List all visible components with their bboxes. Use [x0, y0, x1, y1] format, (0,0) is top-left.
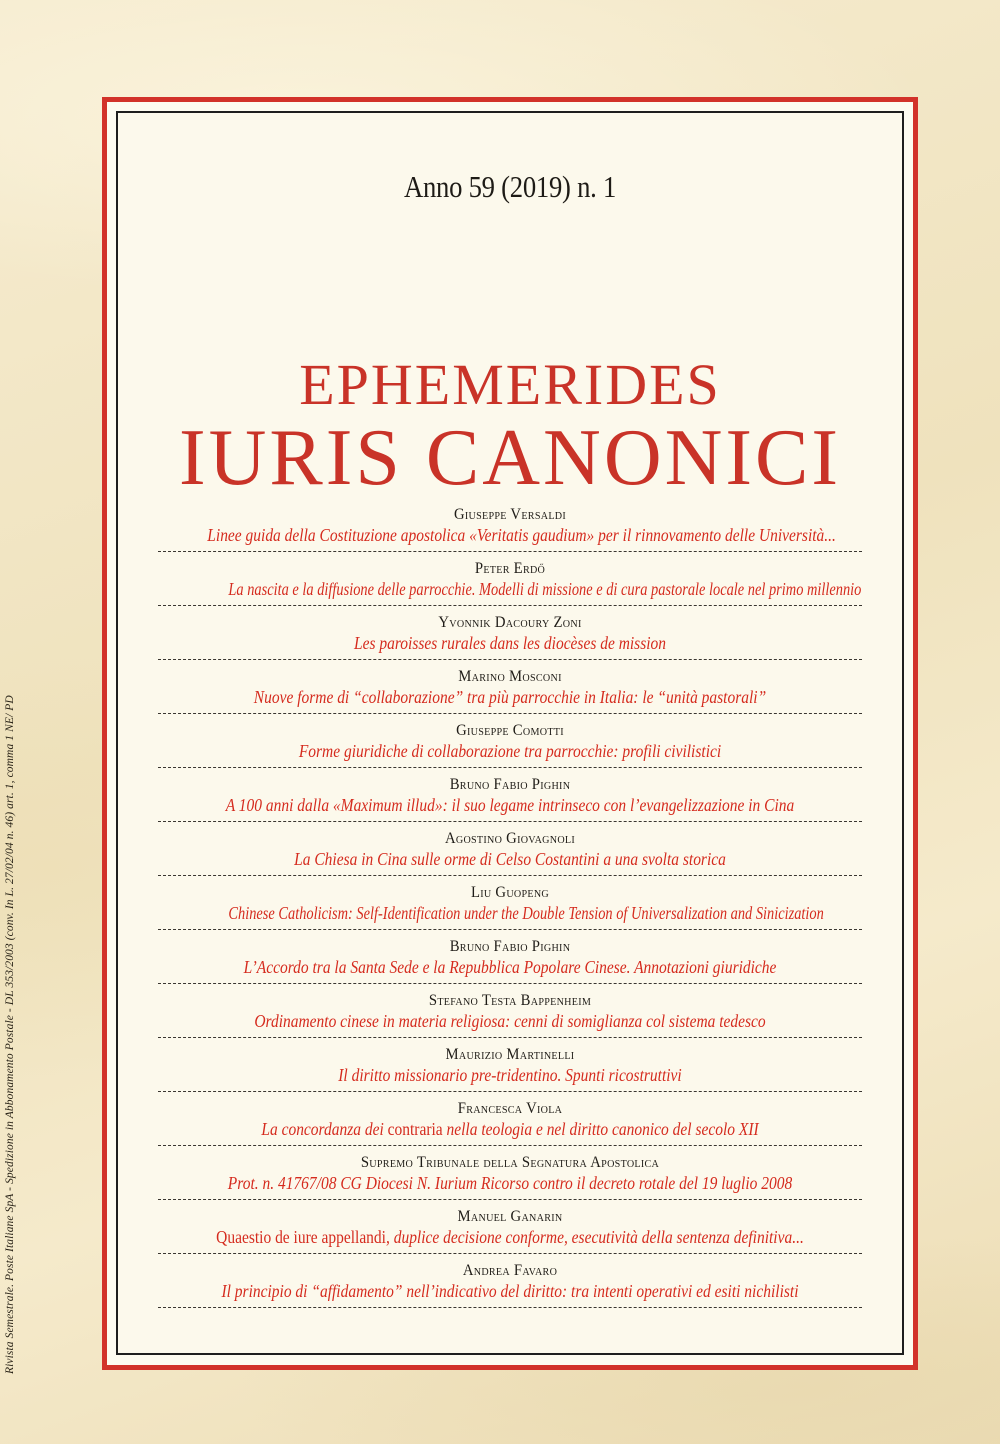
article-title: La Chiesa in Cina sulle orme di Celso Costantini a una svolta storica: [294, 849, 726, 869]
article-title: Les paroisses rurales dans les diocèses de mission: [353, 633, 667, 653]
dashed-divider: [158, 1253, 862, 1254]
dashed-divider: [158, 983, 862, 984]
article-title: Linee guida della Costituzione apostolica «Veritatis gaudium» per il rinnovamento delle Università...: [207, 525, 836, 545]
issue-number: Anno 59 (2019) n. 1: [403, 169, 617, 204]
toc-entry: [158, 505, 862, 552]
dashed-divider: [158, 1037, 862, 1038]
dashed-divider: [158, 1199, 862, 1200]
title-part: , duplice decisione conforme, esecutività della sentenza definitiva...: [385, 1227, 804, 1247]
article-title: [207, 1227, 812, 1248]
toc-entry: [158, 721, 862, 768]
dashed-divider: [158, 1145, 862, 1146]
dashed-divider: [158, 1091, 862, 1092]
article-author: Agostino Giovagnoli: [444, 830, 576, 847]
title-part: nella teologia e nel diritto canonico del secolo XII: [442, 1119, 759, 1139]
toc-entry: [158, 829, 862, 876]
title-part: La concordanza dei: [261, 1119, 388, 1139]
article-title: Il diritto missionario pre-tridentino. Spunti ricostruttivi: [338, 1065, 682, 1085]
postal-notice: Rivista Semestrale. Poste Italiane SpA - Spedizione in Abbonamento Postale - DL 353/2003 (conv. In L. 27/02/04 n. 46) art. 1, comma 1 NE/ PD: [4, 695, 16, 1374]
toc-entry: [158, 937, 862, 984]
toc-entry: [158, 1099, 862, 1146]
article-author: Stefano Testa Bappenheim: [428, 992, 592, 1009]
article-title: [207, 1119, 812, 1140]
journal-title-line2: IURIS CANONICI: [179, 414, 841, 502]
dashed-divider: [158, 659, 862, 660]
toc-entry: [158, 1261, 862, 1308]
article-author: Marino Mosconi: [458, 668, 562, 685]
article-title: L’Accordo tra la Santa Sede e la Repubblica Popolare Cinese. Annotazioni giuridiche: [243, 957, 777, 977]
article-author: Bruno Fabio Pighin: [449, 938, 571, 955]
article-author: Andrea Favaro: [462, 1262, 558, 1279]
article-author: Giuseppe Comotti: [456, 722, 564, 739]
article-title: Forme giuridiche di collaborazione tra parrocchie: profili civilistici: [298, 741, 722, 761]
article-author: Manuel Ganarin: [457, 1208, 563, 1225]
dashed-divider: [158, 605, 862, 606]
article-author: Francesca Viola: [457, 1100, 563, 1117]
article-author: Bruno Fabio Pighin: [449, 776, 571, 793]
article-title: Nuove forme di “collaborazione” tra più parrocchie in Italia: le “unità pastorali”: [253, 687, 767, 707]
toc-entry: [158, 1045, 862, 1092]
toc-entry: [158, 883, 862, 930]
article-title: Prot. n. 41767/08 CG Diocesi N. Iurium Ricorso contro il decreto rotale del 19 luglio 2008: [227, 1173, 793, 1193]
toc-entry: [158, 667, 862, 714]
toc-entry: [158, 613, 862, 660]
toc-entry: [158, 1153, 862, 1200]
table-of-contents: [158, 505, 862, 1315]
toc-entry: [158, 1207, 862, 1254]
article-author: Yvonnik Dacoury Zoni: [438, 614, 582, 631]
inner-black-frame: [116, 111, 904, 1355]
article-title: A 100 anni dalla «Maximum illud»: il suo legame intrinseco con l’evangelizzazione in Cina: [225, 795, 795, 815]
dashed-divider: [158, 821, 862, 822]
article-title: Il principio di “affidamento” nell’indicativo del diritto: tra intenti operativi ed esiti nichilisti: [221, 1281, 799, 1301]
toc-entry: [158, 775, 862, 822]
article-title: Ordinamento cinese in materia religiosa: cenni di somiglianza col sistema tedesco: [254, 1011, 766, 1031]
dashed-divider: [158, 767, 862, 768]
dashed-divider: [158, 551, 862, 552]
dashed-divider: [158, 713, 862, 714]
toc-entry: [158, 991, 862, 1038]
toc-entry: [158, 559, 862, 606]
article-author: Peter Erdő: [474, 560, 546, 577]
title-part-roman: Quaestio de iure appellandi: [216, 1227, 386, 1247]
article-author: Liu Guopeng: [470, 884, 550, 901]
journal-title-line1: EPHEMERIDES: [299, 352, 721, 417]
article-author: Maurizio Martinelli: [445, 1046, 575, 1063]
dashed-divider: [158, 929, 862, 930]
article-title: La nascita e la diffusione delle parrocchie. Modelli di missione e di cura pastorale locale nel primo millennio: [228, 579, 862, 599]
article-author: Giuseppe Versaldi: [453, 506, 567, 523]
title-part-roman: contraria: [387, 1119, 443, 1139]
dashed-divider: [158, 1307, 862, 1308]
dashed-divider: [158, 875, 862, 876]
article-author: Supremo Tribunale della Segnatura Apostolica: [360, 1154, 660, 1171]
article-title: Chinese Catholicism: Self-Identification under the Double Tension of Universalization and Sinicization: [228, 903, 824, 923]
